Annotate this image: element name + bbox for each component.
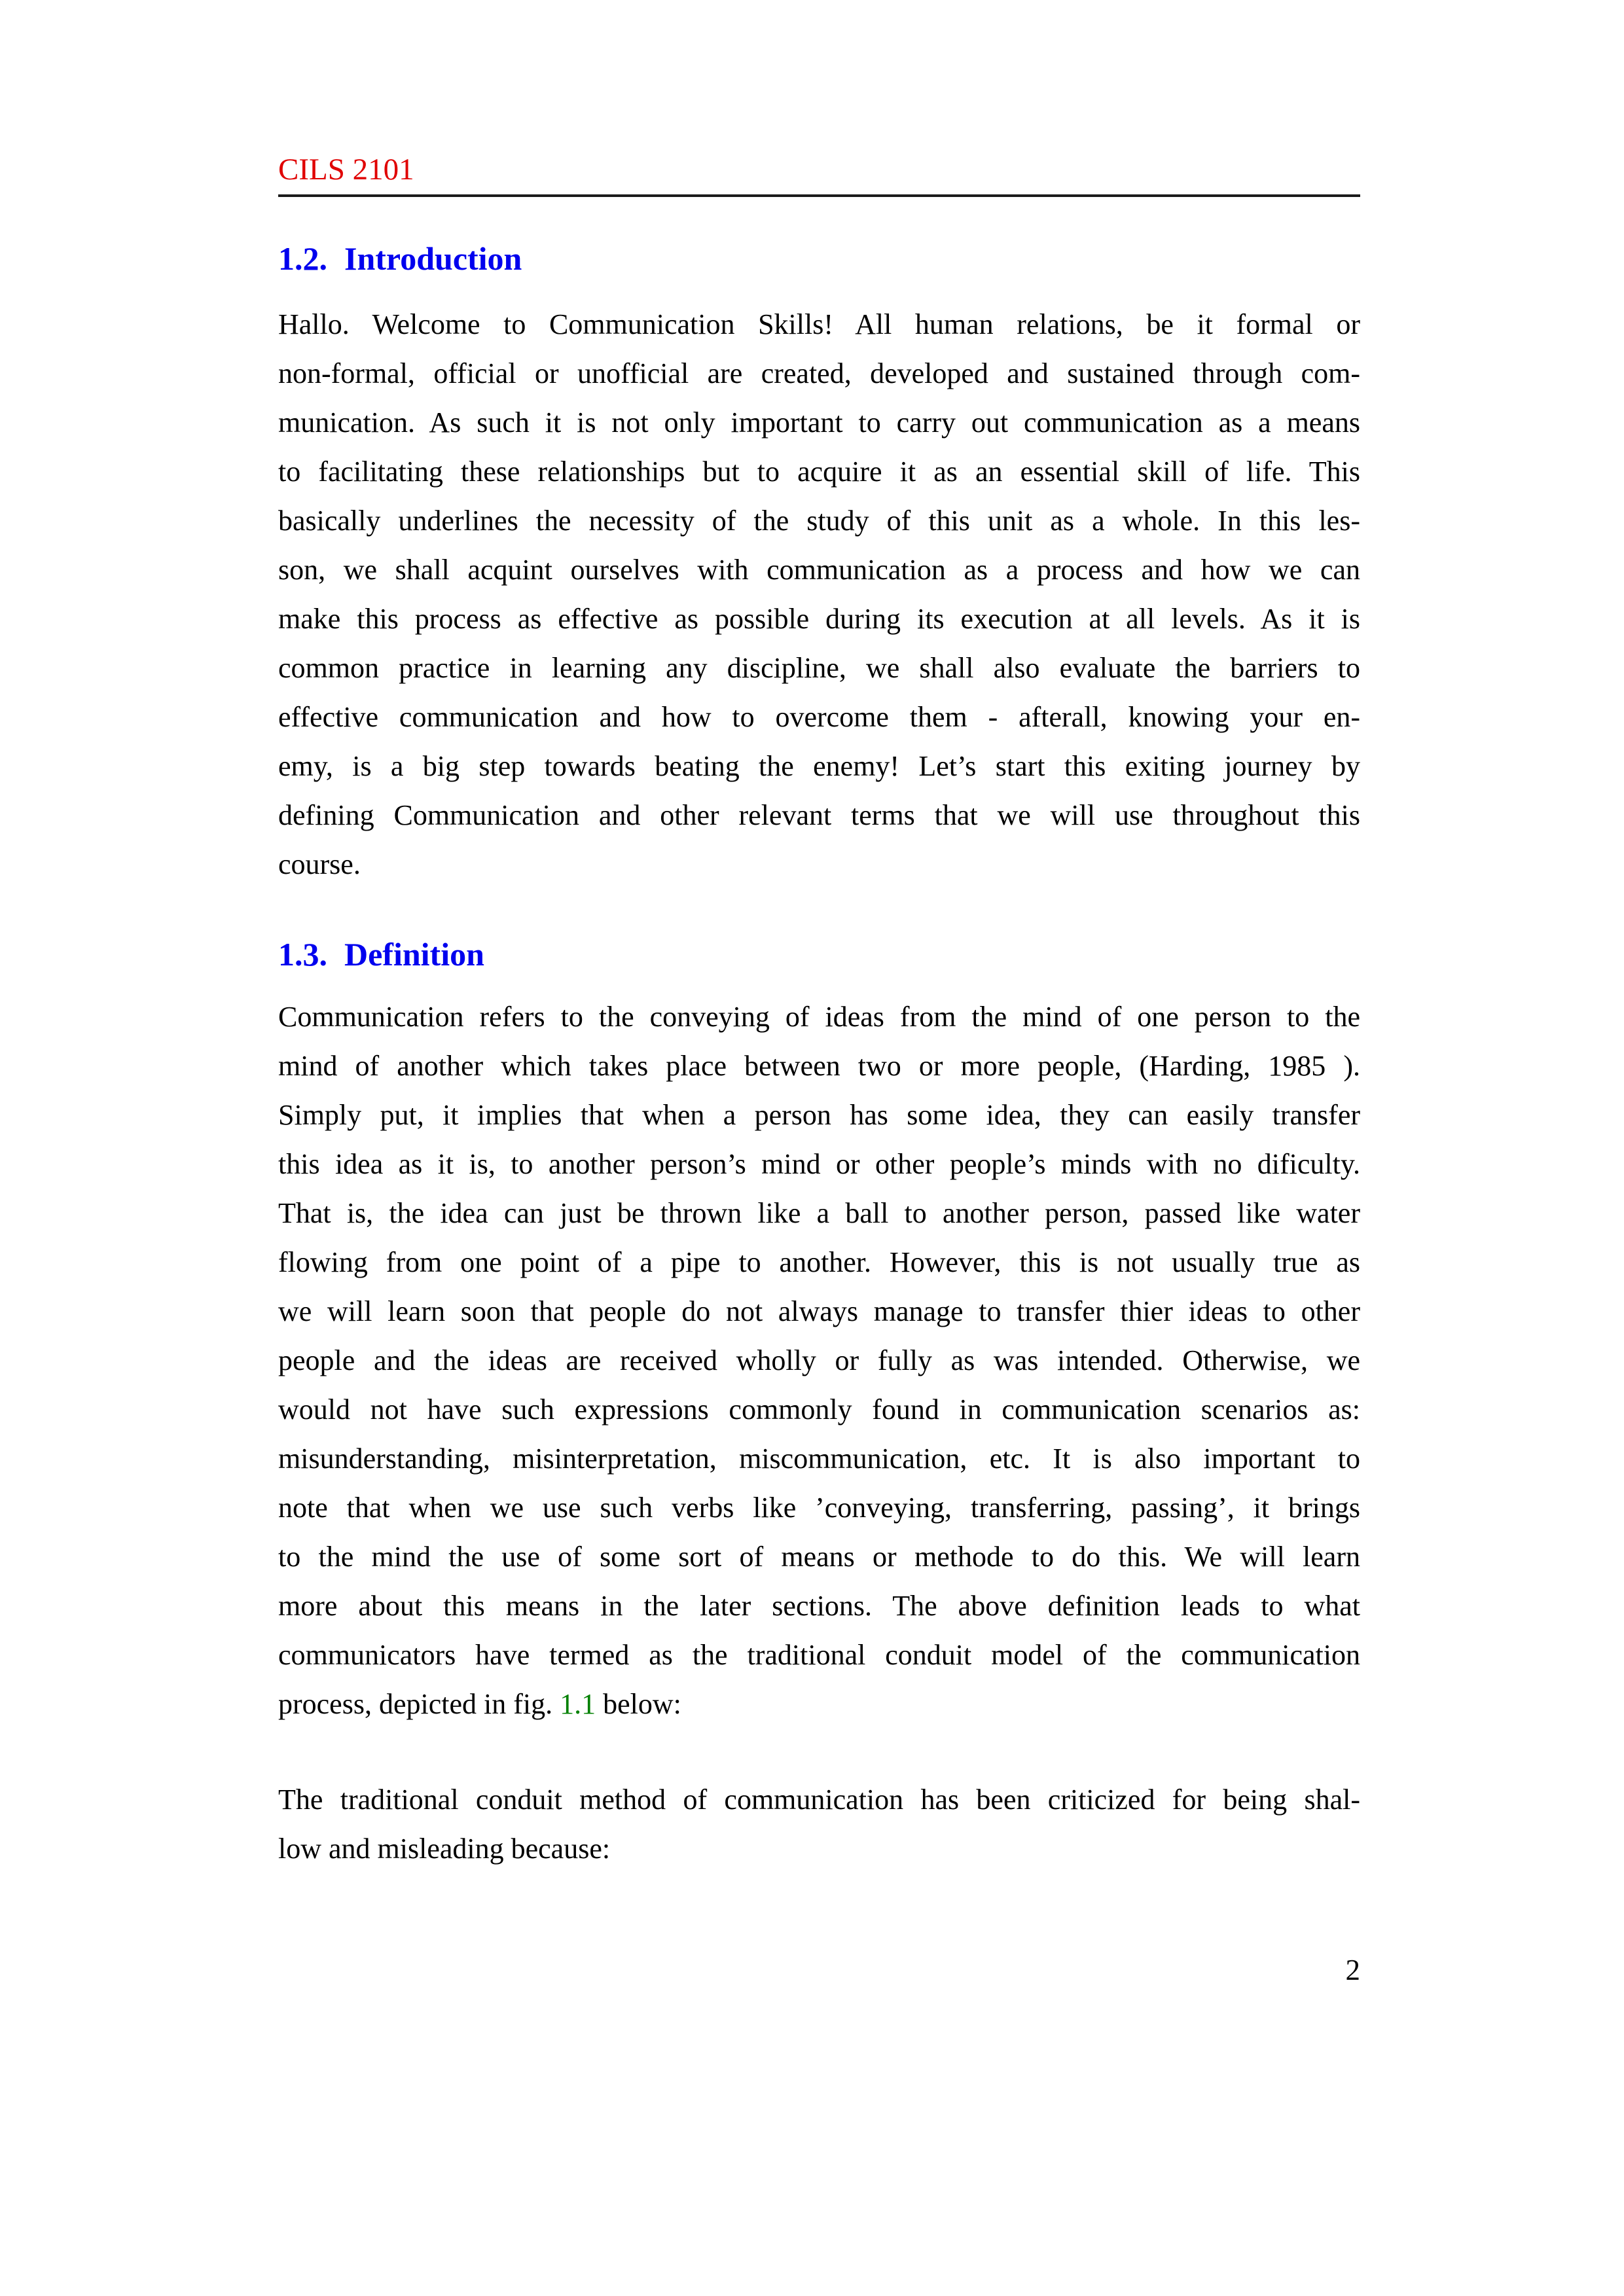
page-number: 2: [1345, 1954, 1360, 1986]
text-line: Communication refers to the conveying of ideas from the mind of one person to the: [278, 1001, 1360, 1033]
text-line: more about this means in the later sections. The above definition leads to what: [278, 1590, 1360, 1622]
section-heading-definition: [278, 936, 1360, 973]
text-line: defining Communication and other relevant terms that we will use throughout this: [278, 799, 1360, 831]
introduction-paragraph: [278, 300, 1360, 889]
text-line: The traditional conduit method of communication has been criticized for being shal-: [278, 1784, 1360, 1816]
text-line: basically underlines the necessity of the study of this unit as a whole. In this les-: [278, 505, 1360, 537]
text-line: would not have such expressions commonly found in communication scenarios as:: [278, 1393, 1360, 1426]
text-line: make this process as effective as possible during its execution at all levels. As it is: [278, 603, 1360, 635]
text-line: munication. As such it is not only important to carry out communication as a means: [278, 406, 1360, 439]
text-line: Simply put, it implies that when a person has some idea, they can easily transfer: [278, 1099, 1360, 1131]
section-number: 1.2.: [278, 240, 327, 277]
text-line: people and the ideas are received wholly or fully as was intended. Otherwise, we: [278, 1344, 1360, 1376]
text-line: communicators have termed as the traditional conduit model of the communication: [278, 1639, 1360, 1671]
text-line: we will learn soon that people do not always manage to transfer thier ideas to other: [278, 1295, 1360, 1327]
definition-paragraph: [278, 992, 1360, 1729]
figure-reference-link[interactable]: 1.1: [560, 1688, 596, 1720]
section-heading-introduction: [278, 240, 1360, 277]
text-line: Hallo. Welcome to Communication Skills! All human relations, be it formal or: [278, 308, 1360, 340]
text-line: to facilitating these relationships but to acquire it as an essential skill of life. This: [278, 456, 1360, 488]
header-rule: [278, 194, 1360, 197]
text-line: son, we shall acquint ourselves with communication as a process and how we can: [278, 554, 1360, 586]
section-number: 1.3.: [278, 936, 327, 973]
text-line: this idea as it is, to another person’s mind or other people’s minds with no dificulty.: [278, 1148, 1360, 1180]
text-line: flowing from one point of a pipe to another. However, this is not usually true as: [278, 1246, 1360, 1278]
text-line: common practice in learning any discipline, we shall also evaluate the barriers to: [278, 652, 1360, 684]
text-line: mind of another which takes place between two or more people, (Harding, 1985 ).: [278, 1050, 1360, 1082]
section-title: Definition: [344, 936, 484, 973]
text-line: low and misleading because:: [278, 1833, 611, 1865]
section-title: Introduction: [344, 240, 522, 277]
text-line: to the mind the use of some sort of means or methode to do this. We will learn: [278, 1541, 1360, 1573]
text-line: emy, is a big step towards beating the enemy! Let’s start this exiting journey by: [278, 750, 1360, 782]
running-header: CILS 2101: [278, 152, 414, 187]
text-line: course.: [278, 848, 361, 880]
closing-paragraph: [278, 1775, 1360, 1873]
text-line: effective communication and how to overcome them - afterall, knowing your en-: [278, 701, 1360, 733]
text-line: note that when we use such verbs like ’conveying, transferring, passing’, it brings: [278, 1492, 1360, 1524]
text-line: [278, 1679, 1360, 1729]
text-line: misunderstanding, misinterpretation, miscommunication, etc. It is also important to: [278, 1443, 1360, 1475]
figure-line-after: below:: [596, 1688, 681, 1720]
text-line: non-formal, official or unofficial are created, developed and sustained through com-: [278, 357, 1360, 389]
figure-line-before: process, depicted in fig.: [278, 1688, 560, 1720]
text-line: That is, the idea can just be thrown like a ball to another person, passed like water: [278, 1197, 1360, 1229]
